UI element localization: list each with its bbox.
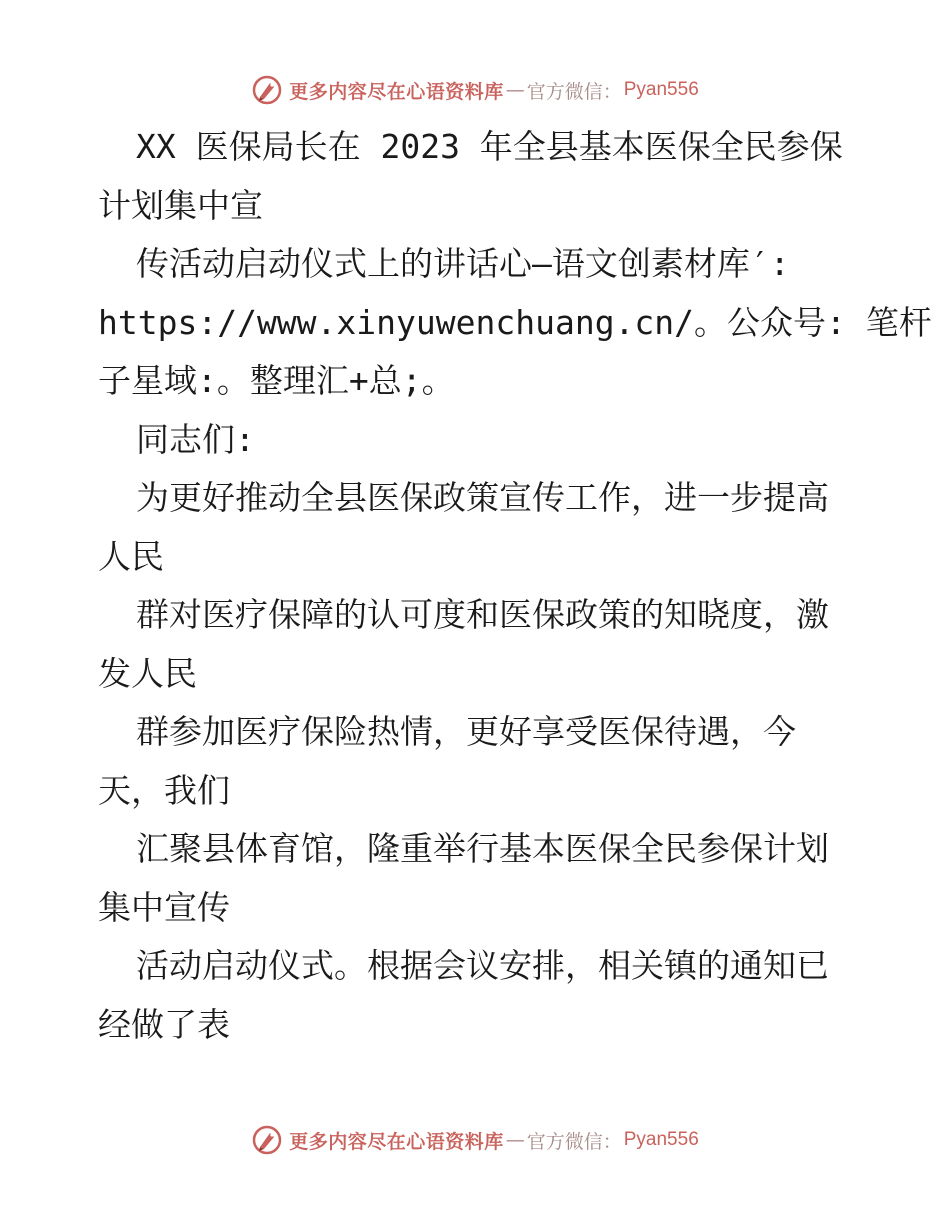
paragraph-line: 发人民	[98, 653, 197, 693]
watermark-wechat-id: Pyan556	[623, 1129, 699, 1150]
pen-nib-logo-icon	[251, 74, 283, 106]
paragraph-line: 活动启动仪式。根据会议安排，相关镇的通知已	[136, 946, 829, 985]
document-body	[98, 118, 932, 1054]
paragraph-line: 集中宣传	[98, 887, 230, 927]
paragraph-line: 天，我们	[98, 770, 230, 810]
paragraph-line: 群对医疗保障的认可度和医保政策的知晓度，激	[136, 595, 829, 634]
paragraph-line: 为更好推动全县医保政策宣传工作，进一步提高	[136, 478, 829, 517]
watermark-wechat-id: Pyan556	[623, 79, 699, 100]
watermark-dash: —	[505, 79, 525, 101]
paragraph-line: 汇聚县体育馆，隆重举行基本医保全民参保计划	[136, 829, 829, 868]
source-url-line: https://www.xinyuwenchuang.cn/。公众号: 笔杆	[98, 302, 932, 342]
paragraph-line: 经做了表	[98, 1004, 230, 1044]
pen-nib-logo-icon	[251, 1124, 283, 1156]
watermark-wechat-label: 官方微信：	[526, 1130, 622, 1153]
title-line-3: 传活动启动仪式上的讲话心—语文创素材库′:	[136, 244, 790, 283]
title-line-2: 计划集中宣	[98, 185, 263, 225]
watermark-title: 更多内容尽在心语资料库	[289, 1130, 504, 1153]
title-line-1: XX 医保局长在 2023 年全县基本医保全民参保	[136, 127, 843, 166]
watermark-dash: —	[505, 1129, 525, 1151]
paragraph-line: 人民	[98, 536, 164, 576]
paragraph-line: 群参加医疗保险热情，更好享受医保待遇，今	[136, 712, 796, 751]
watermark-wechat-label: 官方微信：	[526, 80, 622, 103]
source-line-end: 子星域:。整理汇+总;。	[98, 361, 455, 400]
salutation: 同志们:	[136, 419, 255, 459]
header-watermark	[0, 70, 950, 110]
footer-watermark	[0, 1120, 950, 1160]
watermark-title: 更多内容尽在心语资料库	[289, 80, 504, 103]
